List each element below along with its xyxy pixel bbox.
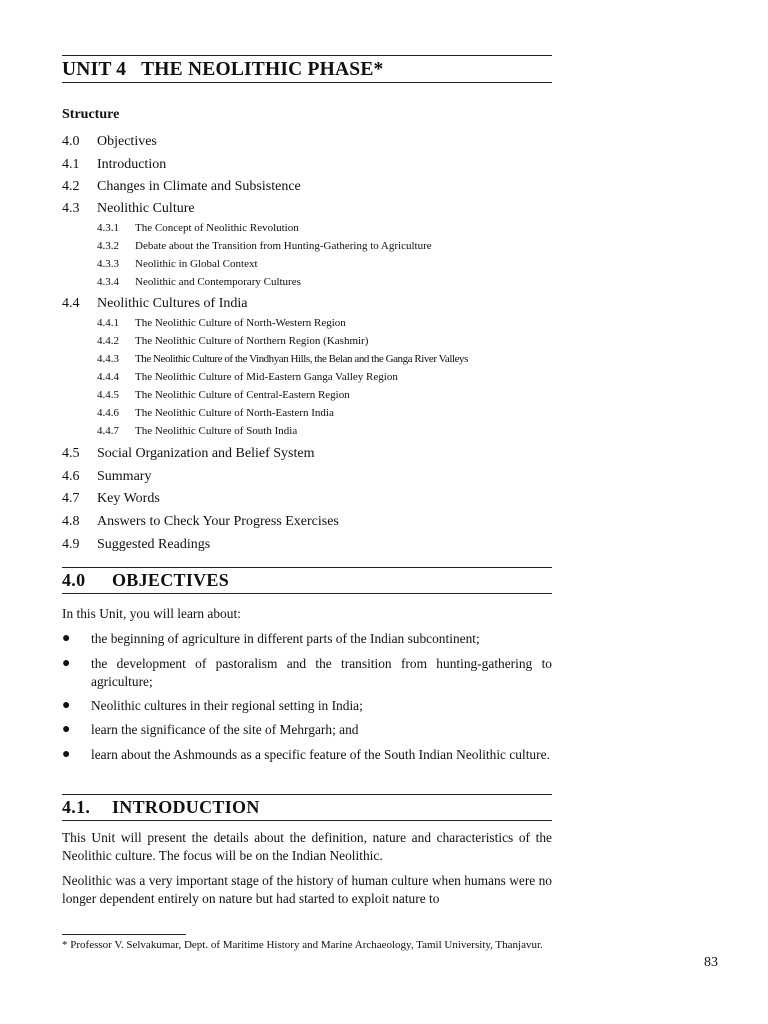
footnote: * Professor V. Selvakumar, Dept. of Maritime History and Marine Archaeology, Tamil University, Thanjavur. (62, 939, 543, 951)
page-number: 83 (704, 955, 718, 970)
list-item-text: the beginning of agriculture in different parts of the Indian subcontinent; (91, 631, 480, 646)
toc-subitem-number: 4.4.3 (97, 353, 119, 365)
title-bottom-rule (62, 82, 552, 83)
toc-subitem-number: 4.3.4 (97, 276, 119, 288)
toc-item-label: Objectives (97, 134, 157, 149)
introduction-heading (62, 797, 260, 818)
introduction-paragraph-1: This Unit will present the details about the definition, nature and characteristics of the Neolithic culture. The focus will be on the Indian Neolithic. (62, 830, 552, 863)
list-item-text: Neolithic cultures in their regional setting in India; (91, 698, 363, 713)
toc-item-label: Neolithic Cultures of India (97, 296, 248, 311)
toc-subitem-label: Debate about the Transition from Hunting-Gathering to Agriculture (135, 240, 432, 252)
toc-subitem-label: The Concept of Neolithic Revolution (135, 222, 299, 234)
list-item-text: the development of pastoralism and the transition from hunting-gathering to agriculture; (91, 656, 552, 689)
objectives-top-rule (62, 567, 552, 568)
toc-item-number: 4.6 (62, 469, 80, 484)
toc-subitem-number: 4.4.1 (97, 317, 119, 329)
toc-subitem-label: The Neolithic Culture of Central-Eastern Region (135, 389, 350, 401)
toc-item-label: Answers to Check Your Progress Exercises (97, 514, 339, 529)
introduction-top-rule (62, 794, 552, 795)
toc-item-number: 4.1 (62, 157, 80, 172)
toc-item-number: 4.3 (62, 201, 80, 216)
toc-subitem-number: 4.3.2 (97, 240, 119, 252)
introduction-heading-text: INTRODUCTION (112, 797, 260, 817)
toc-subitem-number: 4.4.2 (97, 335, 119, 347)
unit-title: UNIT 4 THE NEOLITHIC PHASE* (62, 59, 384, 80)
objectives-bottom-rule (62, 593, 552, 594)
toc-subitem-label: Neolithic and Contemporary Cultures (135, 276, 301, 288)
toc-subitem-label: The Neolithic Culture of Mid-Eastern Ganga Valley Region (135, 371, 398, 383)
toc-item-number: 4.5 (62, 446, 80, 461)
objectives-heading (62, 570, 229, 591)
objectives-intro: In this Unit, you will learn about: (62, 606, 241, 621)
toc-subitem-number: 4.4.4 (97, 371, 119, 383)
introduction-paragraph-2: Neolithic was a very important stage of the history of human culture when humans were no longer dependent entirely on nature but had started to exploit nature to (62, 873, 552, 906)
toc-item-label: Introduction (97, 157, 167, 172)
objectives-heading-number: 4.0 (62, 570, 86, 590)
toc-item-number: 4.7 (62, 491, 80, 506)
structure-label: Structure (62, 107, 120, 122)
introduction-heading-number: 4.1. (62, 797, 91, 817)
toc-item-number: 4.2 (62, 179, 80, 194)
toc-subitem-label: The Neolithic Culture of North-Western Region (135, 317, 346, 329)
toc-item-label: Social Organization and Belief System (97, 446, 315, 461)
toc-item-label: Changes in Climate and Subsistence (97, 179, 301, 194)
toc-subitem-label: The Neolithic Culture of North-Eastern India (135, 407, 334, 419)
toc-item-number: 4.8 (62, 514, 80, 529)
introduction-bottom-rule (62, 820, 552, 821)
toc-subitem-number: 4.4.5 (97, 389, 119, 401)
toc-item-number: 4.0 (62, 134, 80, 149)
toc-subitem-label: The Neolithic Culture of the Vindhyan Hills, the Belan and the Ganga River Valleys (135, 353, 468, 365)
bullet-icon: ● (62, 631, 71, 646)
toc-subitem-number: 4.3.3 (97, 258, 119, 270)
objectives-heading-text: OBJECTIVES (112, 570, 230, 590)
list-item-text: learn about the Ashmounds as a specific feature of the South Indian Neolithic culture. (91, 747, 550, 762)
toc-item-label: Suggested Readings (97, 537, 211, 552)
toc-item-number: 4.9 (62, 537, 80, 552)
toc-item-label: Summary (97, 469, 152, 484)
list-item-text: learn the significance of the site of Mehrgarh; and (91, 722, 359, 737)
toc-subitem-label: Neolithic in Global Context (135, 258, 258, 270)
bullet-icon: ● (62, 656, 71, 671)
bullet-icon: ● (62, 747, 71, 762)
toc-subitem-number: 4.4.6 (97, 407, 119, 419)
bullet-icon: ● (62, 722, 71, 737)
toc-item-number: 4.4 (62, 296, 80, 311)
toc-subitem-number: 4.4.7 (97, 425, 119, 437)
bullet-icon: ● (62, 698, 71, 713)
toc-subitem-label: The Neolithic Culture of South India (135, 425, 298, 437)
title-top-rule (62, 55, 552, 56)
toc-subitem-number: 4.3.1 (97, 222, 119, 234)
footnote-rule (62, 934, 186, 935)
toc-item-label: Key Words (97, 491, 160, 506)
toc-subitem-label: The Neolithic Culture of Northern Region (Kashmir) (135, 335, 369, 347)
toc-item-label: Neolithic Culture (97, 201, 195, 216)
